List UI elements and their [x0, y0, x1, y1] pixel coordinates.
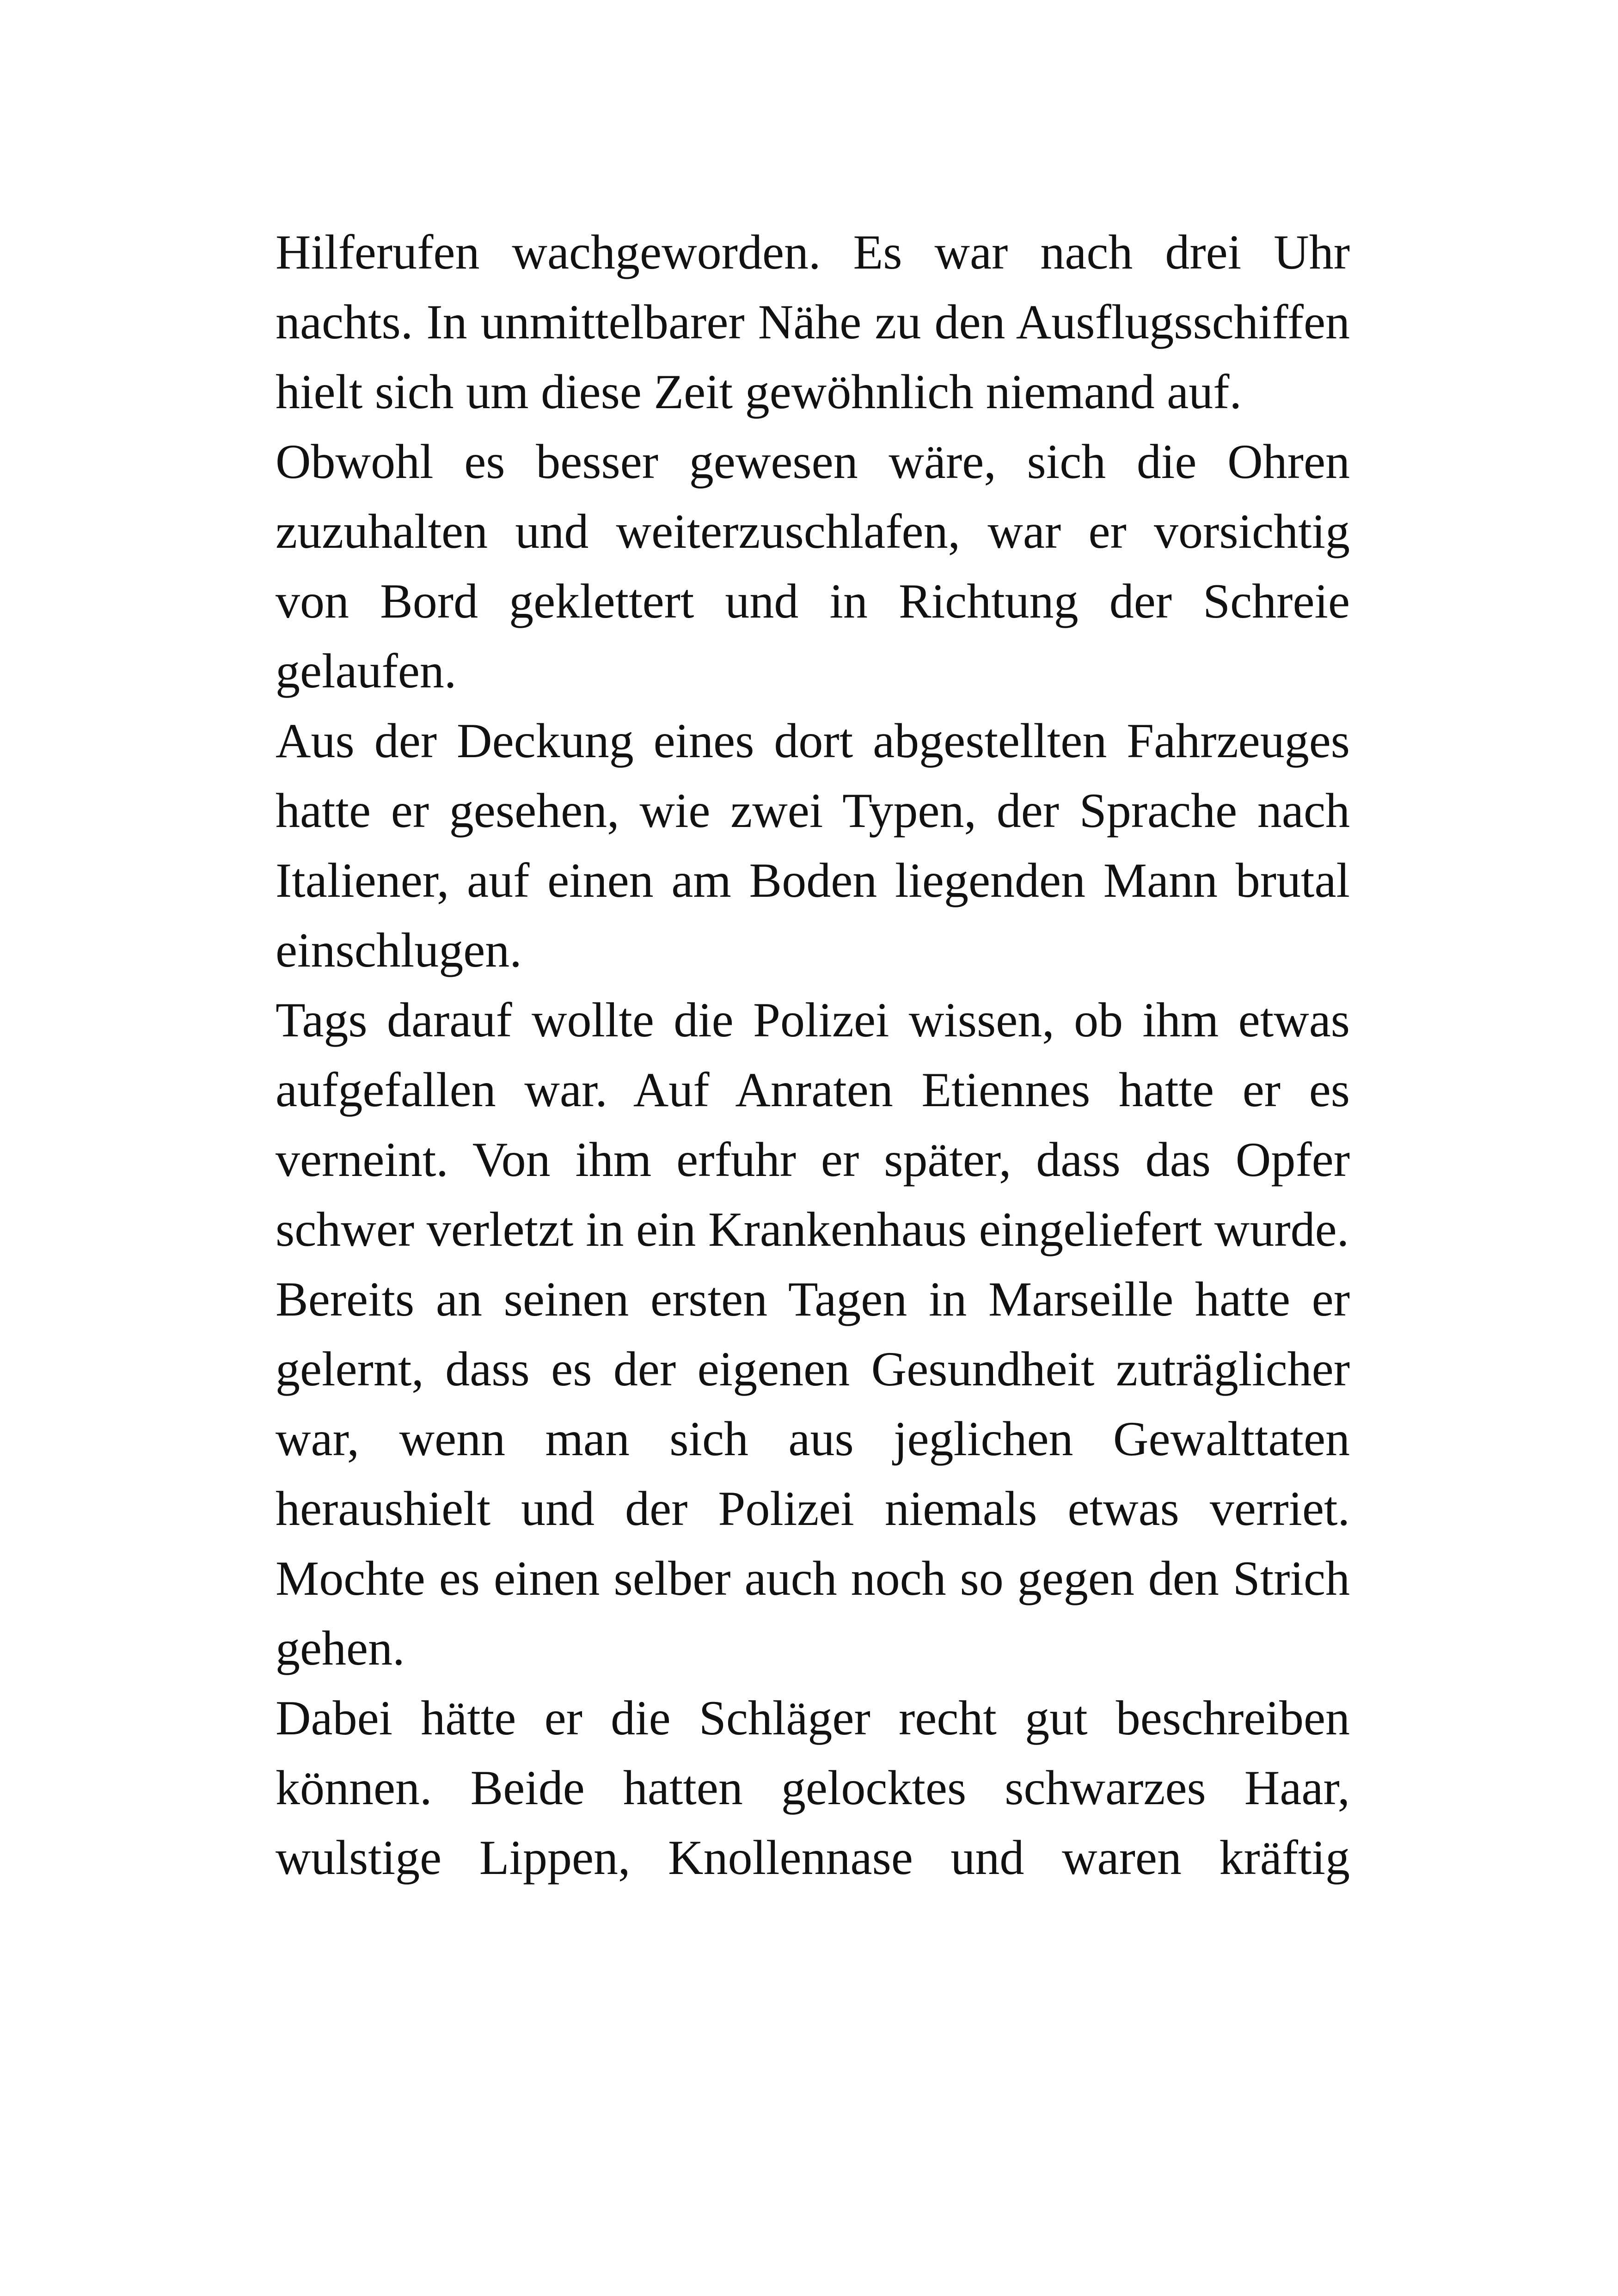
- paragraph-2: Obwohl es besser gewesen wäre, sich die Ohren zuzuhalten und weiterzuschlafen, war er vorsichtig von Bord geklettert und in Richtung der Schreie gelaufen.: [276, 435, 1350, 698]
- paragraph-5: Bereits an seinen ersten Tagen in Marseille hatte er gelernt, dass es der eigenen Gesundheit zuträglicher war, wenn man sich aus jeglichen Gewalttaten heraushielt und der Polizei niemals etwas verriet. Mochte es einen selber auch noch so gegen den Strich gehen.: [276, 1272, 1350, 1675]
- paragraph-1: Hilferufen wachgeworden. Es war nach drei Uhr nachts. In unmittelbarer Nähe zu den Ausflugsschiffen hielt sich um diese Zeit gewöhnlich niemand auf.: [276, 225, 1350, 419]
- paragraph-4: Tags darauf wollte die Polizei wissen, ob ihm etwas aufgefallen war. Auf Anraten Etiennes hatte er es verneint. Von ihm erfuhr er später, dass das Opfer schwer verletzt in ein Krankenhaus eingeliefert wurde.: [276, 993, 1350, 1256]
- paragraph-3: Aus der Deckung eines dort abgestellten Fahrzeuges hatte er gesehen, wie zwei Typen, der Sprache nach Italiener, auf einen am Boden liegenden Mann brutal einschlugen.: [276, 714, 1350, 977]
- paragraph-6: Dabei hätte er die Schläger recht gut beschreiben können. Beide hatten gelocktes schwarzes Haar, wulstige Lippen, Knollennase und waren kräftig: [276, 1691, 1350, 1885]
- body-text: [276, 217, 1350, 1892]
